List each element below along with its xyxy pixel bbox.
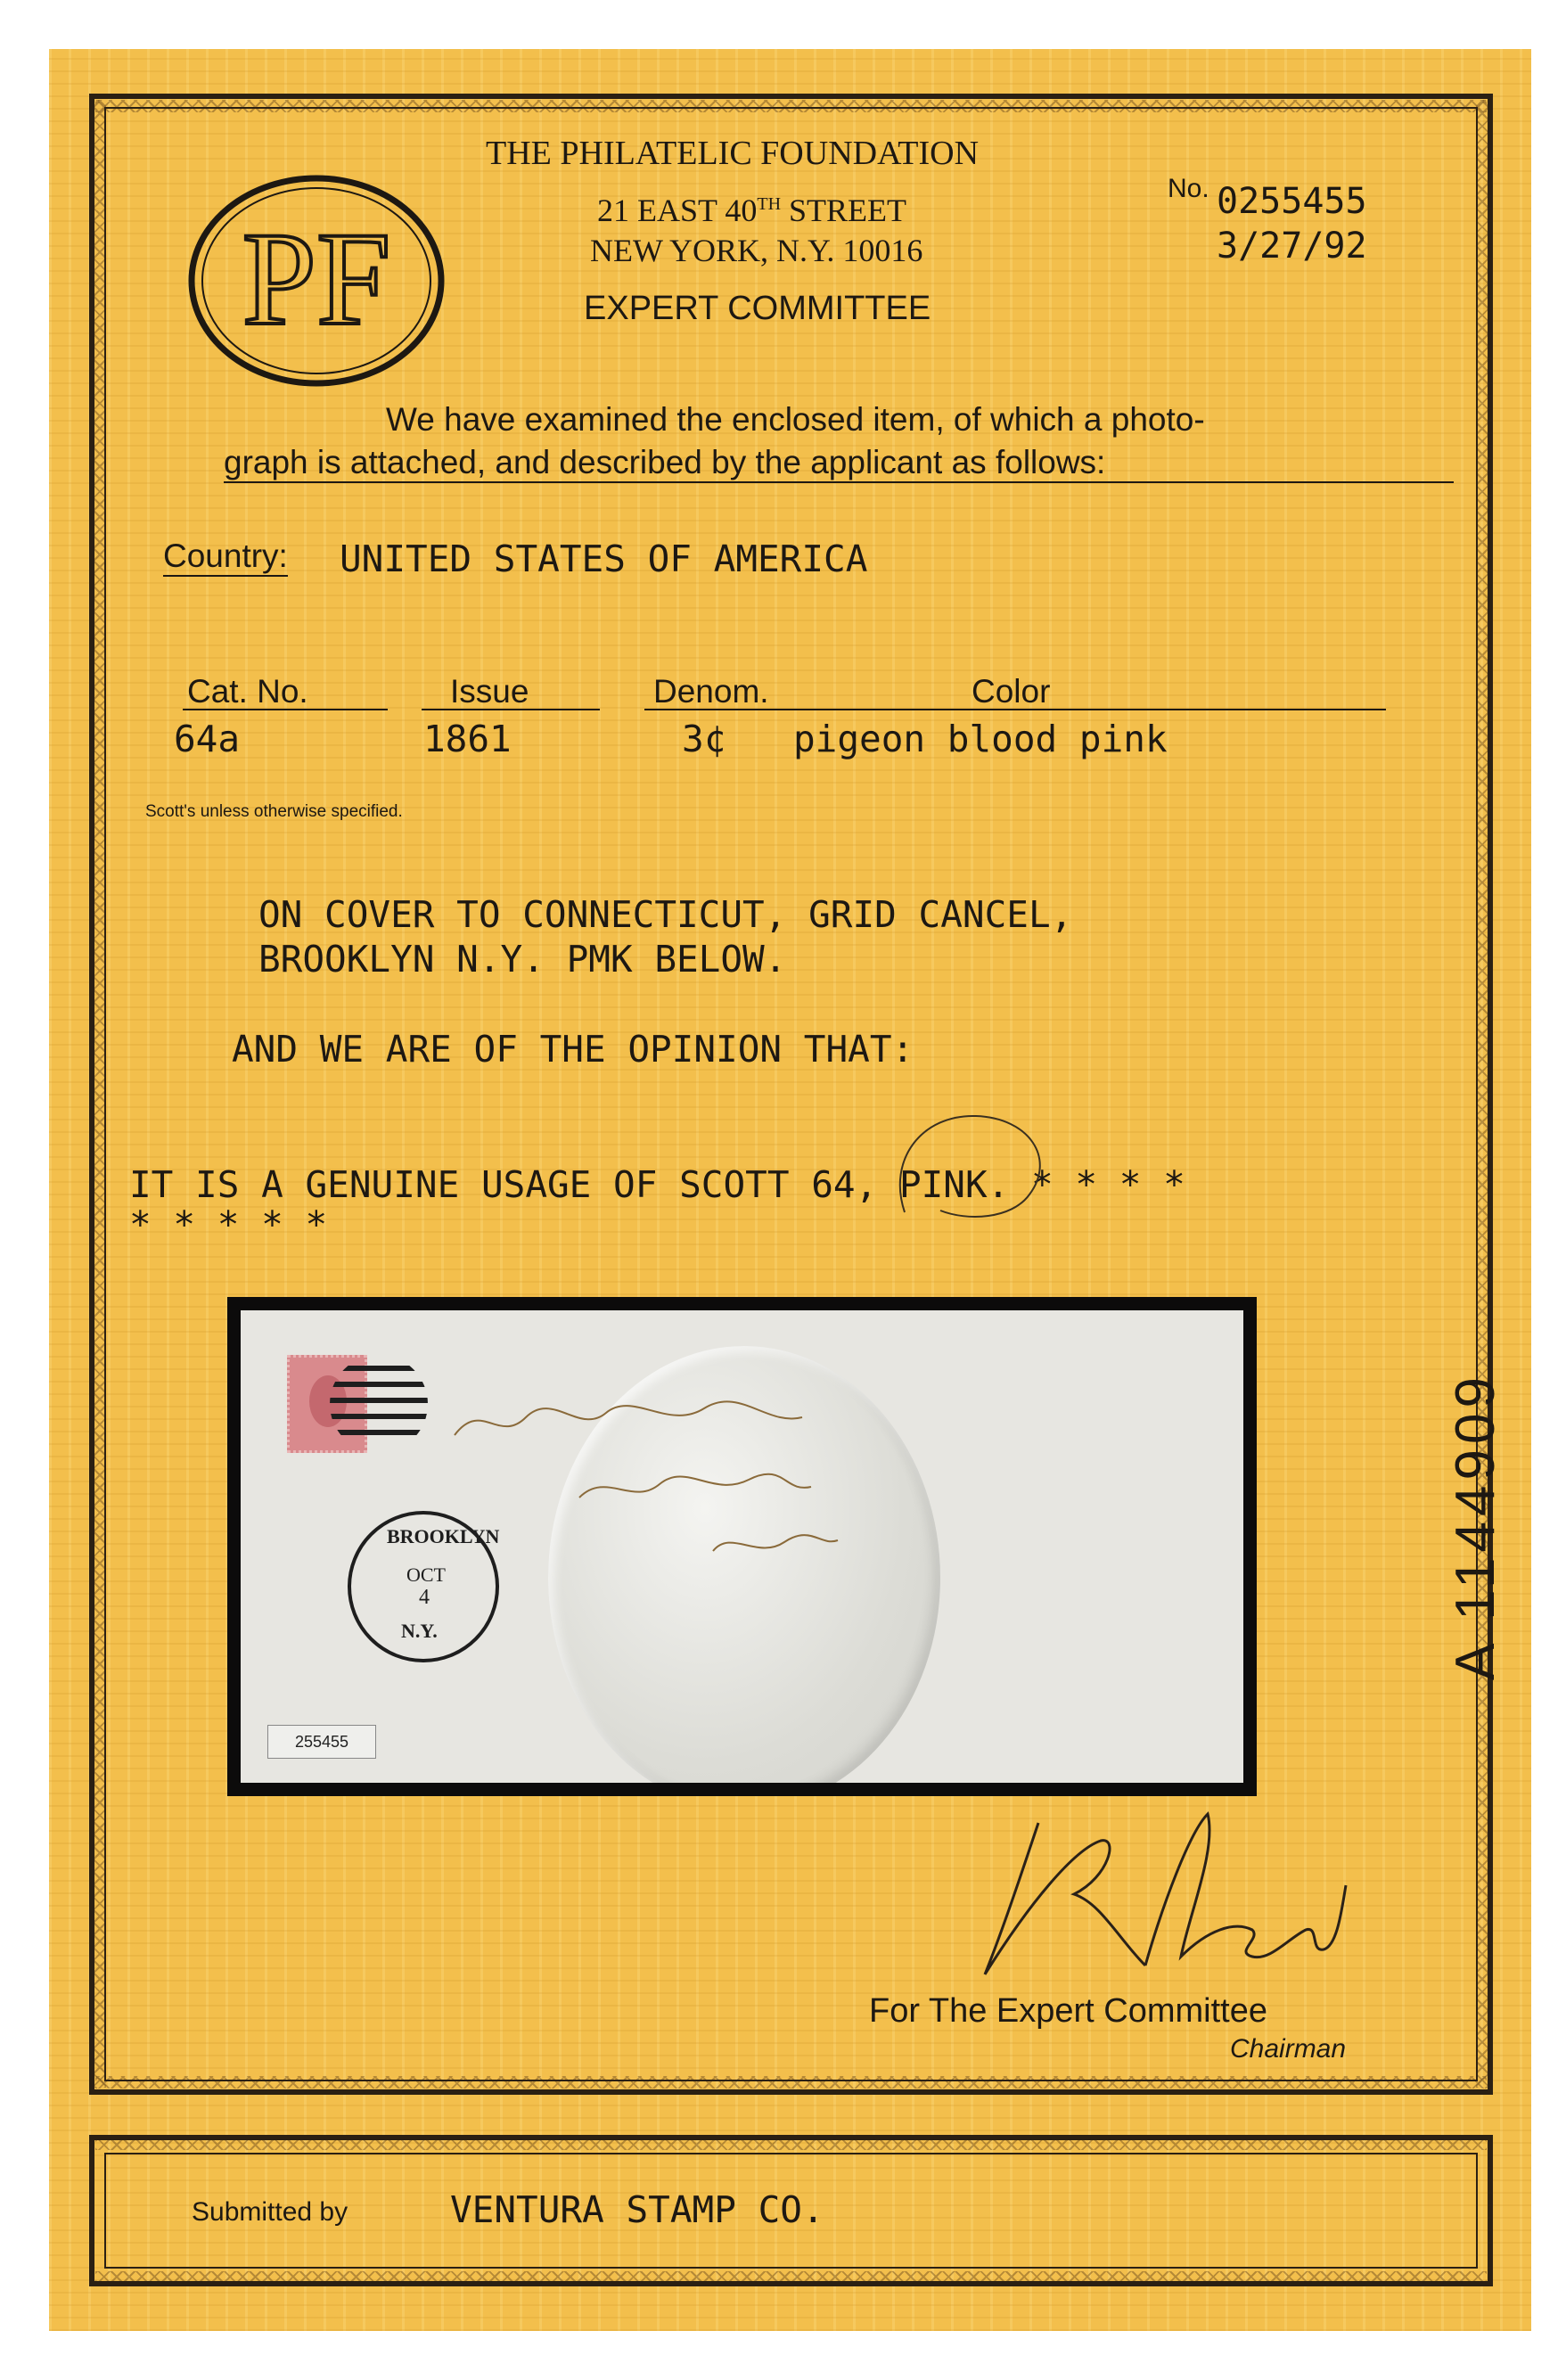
photo-tag: 255455 — [267, 1725, 376, 1759]
postmark-state: N.Y. — [401, 1620, 438, 1642]
issue-rule — [422, 709, 600, 710]
country-label: Country: — [163, 538, 288, 577]
pencil-circle — [887, 1105, 1056, 1239]
intro-line2: graph is attached, and described by the applicant as follows: — [224, 444, 1106, 480]
denom-label: Denom. — [653, 673, 769, 710]
description-line2: BROOKLYN N.Y. PMK BELOW. — [258, 938, 787, 981]
cat-no-value: 64a — [174, 718, 241, 760]
certificate-date: 3/27/92 — [1217, 226, 1367, 267]
address-line1: 21 EAST 40TH STREET — [597, 193, 907, 228]
denom-rule — [644, 709, 823, 710]
submitted-value: VENTURA STAMP CO. — [450, 2188, 824, 2231]
description-line3: AND WE ARE OF THE OPINION THAT: — [232, 1028, 914, 1071]
pf-logo — [187, 174, 446, 388]
scott-note: Scott's unless otherwise specified. — [145, 802, 403, 821]
description-line1: ON COVER TO CONNECTICUT, GRID CANCEL, — [258, 893, 1073, 936]
grid-cancel — [325, 1350, 432, 1457]
issue-label: Issue — [450, 673, 529, 710]
serial-number: A 1144909 — [1445, 1372, 1506, 1680]
org-name: THE PHILATELIC FOUNDATION — [486, 135, 980, 172]
denom-value: 3¢ — [682, 718, 726, 760]
signature — [967, 1796, 1350, 2001]
intro-rule — [224, 481, 1454, 483]
country-value: UNITED STATES OF AMERICA — [340, 538, 868, 580]
cat-no-rule — [183, 709, 388, 710]
signature-title: Chairman — [1230, 2034, 1347, 2064]
postmark-month: OCT — [406, 1563, 446, 1586]
opinion-line1: IT IS A GENUINE USAGE OF SCOTT 64, PINK. * * * * — [129, 1163, 1185, 1206]
submitted-label: Submitted by — [192, 2197, 348, 2227]
cover-photo — [241, 1310, 1243, 1783]
certificate-number: 0255455 — [1217, 181, 1367, 222]
issue-value: 1861 — [423, 718, 512, 760]
certificate — [49, 49, 1531, 2331]
committee-title: EXPERT COMMITTEE — [584, 290, 931, 327]
logo-text: PF — [242, 205, 391, 353]
color-value: pigeon blood pink — [793, 718, 1168, 760]
cat-no-label: Cat. No. — [187, 673, 308, 710]
signature-committee: For The Expert Committee — [869, 1992, 1268, 2030]
opinion-line2: * * * * * — [129, 1203, 328, 1246]
postmark-city: BROOKLYN — [387, 1525, 500, 1547]
color-rule — [816, 709, 1386, 710]
intro-line1: We have examined the enclosed item, of which a photo- — [386, 401, 1205, 438]
handwritten-address — [446, 1382, 856, 1578]
postmark-day: 4 — [419, 1586, 430, 1609]
color-label: Color — [972, 673, 1051, 710]
address-line2: NEW YORK, N.Y. 10016 — [590, 233, 923, 268]
no-label: No. — [1168, 174, 1209, 203]
